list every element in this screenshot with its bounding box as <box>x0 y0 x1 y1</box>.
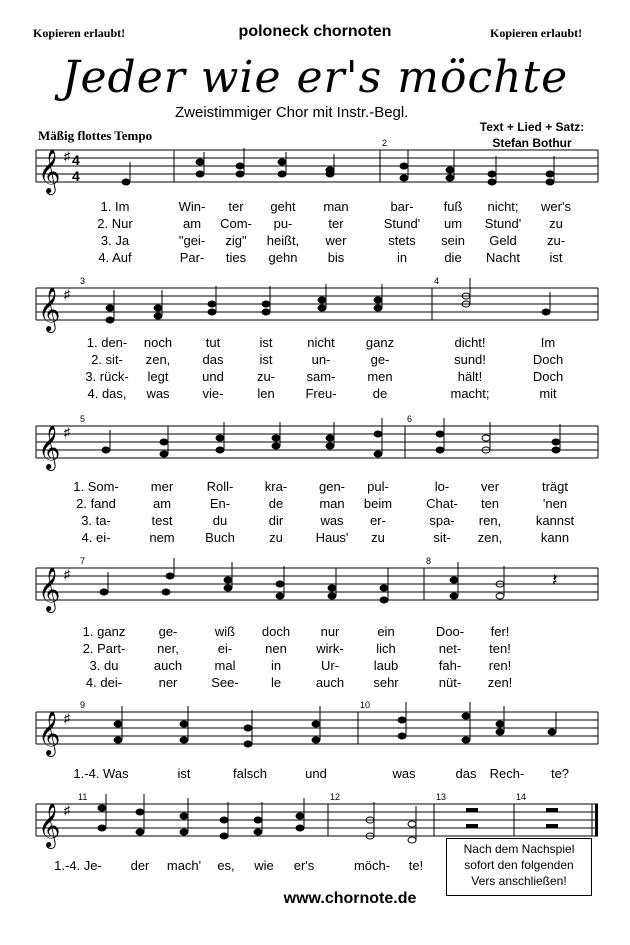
lyric-syllable: 2. Nur <box>97 216 133 231</box>
bar-number: 4 <box>434 276 440 286</box>
bar-number: 3 <box>80 276 86 286</box>
lyric-syllable: das <box>455 766 477 781</box>
time-signature-top: 4 <box>72 152 80 168</box>
lyric-syllable: ist <box>549 250 563 265</box>
lyric-syllable: macht; <box>450 386 490 401</box>
lyric-syllable: 3. rück- <box>85 369 129 384</box>
lyric-syllable: nüt- <box>438 675 462 690</box>
lyric-syllable: 1. ganz <box>82 624 126 639</box>
notes-system-2 <box>106 278 550 323</box>
lyric-syllable: Haus' <box>315 530 349 545</box>
lyric-syllable: Im <box>540 335 556 350</box>
lyric-syllable: nen <box>265 641 287 656</box>
lyric-syllable: de <box>268 496 284 511</box>
lyric-syllable: beim <box>363 496 393 511</box>
lyric-syllable: bar- <box>390 199 414 214</box>
lyric-syllable: zen! <box>487 675 513 690</box>
lyric-syllable: wer's <box>541 199 571 214</box>
lyrics-verse-2 <box>0 496 630 513</box>
lyrics-verse-4 <box>0 386 630 403</box>
lyric-syllable: gehn <box>268 250 298 265</box>
lyric-syllable: Ur- <box>320 658 340 673</box>
lyric-syllable: spa- <box>429 513 455 528</box>
lyric-syllable: was <box>146 386 170 401</box>
lyric-syllable: ganz <box>365 335 395 350</box>
lyric-syllable: un- <box>311 352 331 367</box>
nachspiel-note-line-1: Nach dem Nachspiel <box>463 842 575 856</box>
lyric-syllable: ei- <box>217 641 233 656</box>
treble-clef-icon: 𝄞 <box>38 287 61 331</box>
lyric-syllable: sit- <box>433 530 451 545</box>
lyric-syllable: Stund' <box>383 216 421 231</box>
whole-rest-icon <box>546 824 558 828</box>
treble-clef-icon: 𝄞 <box>38 567 61 611</box>
staff-2 <box>0 278 630 338</box>
staff-5 <box>0 702 630 762</box>
lyric-syllable: mer <box>150 479 174 494</box>
tempo-marking: Mäßig flottes Tempo <box>38 128 153 143</box>
lyric-syllable: Roll- <box>206 479 234 494</box>
lyric-syllable: mach' <box>166 858 202 873</box>
footer-website: www.chornote.de <box>283 890 417 907</box>
lyric-syllable: dir <box>268 513 284 528</box>
nachspiel-note-line-3: Vers anschließen! <box>471 874 567 888</box>
lyric-syllable: auch <box>153 658 183 673</box>
lyric-syllable: zu <box>371 530 385 545</box>
lyric-syllable: heißt, <box>266 233 300 248</box>
lyric-syllable: möch- <box>353 858 391 873</box>
lyric-syllable: gen- <box>318 479 346 494</box>
bar-number: 10 <box>360 700 371 710</box>
lyric-syllable: noch <box>143 335 173 350</box>
lyric-syllable: er's <box>293 858 315 873</box>
staff-1 <box>0 140 630 200</box>
lyric-syllable: nicht <box>307 335 335 350</box>
staff-system-4 <box>0 558 630 688</box>
lyric-syllable: 1.-4. Was <box>73 766 129 781</box>
lyrics-verse-all <box>0 766 630 783</box>
bar-number: 6 <box>407 414 413 424</box>
lyric-syllable: das <box>202 352 224 367</box>
lyrics-verse-2 <box>0 641 630 658</box>
lyric-syllable: fuß <box>443 199 463 214</box>
time-signature-bottom: 4 <box>72 168 80 184</box>
lyric-syllable: de <box>372 386 388 401</box>
lyric-syllable: Win- <box>178 199 206 214</box>
lyric-syllable: die <box>444 250 462 265</box>
notes-system-5 <box>114 702 556 747</box>
lyrics-verse-1 <box>0 335 630 352</box>
lyric-syllable: 4. Auf <box>98 250 132 265</box>
lyric-syllable: 'nen <box>542 496 568 511</box>
lyric-syllable: Freu- <box>305 386 337 401</box>
quarter-rest-icon: 𝄽 <box>552 570 558 590</box>
lyric-syllable: 2. sit- <box>91 352 123 367</box>
lyric-syllable: fer! <box>490 624 510 639</box>
lyric-syllable: zu <box>269 530 283 545</box>
lyric-syllable: ten! <box>489 641 511 656</box>
lyric-syllable: laub <box>373 658 399 673</box>
bar-number: 7 <box>80 556 86 566</box>
lyric-syllable: nur <box>320 624 340 639</box>
lyrics-verse-3 <box>0 513 630 530</box>
bar-number: 14 <box>516 792 527 802</box>
key-sharp-icon: ♯ <box>64 149 70 163</box>
lyric-syllable: Doch <box>532 352 564 367</box>
lyric-syllable: ist <box>259 352 273 367</box>
lyric-syllable: 2. Part- <box>82 641 126 656</box>
lyric-syllable: te! <box>408 858 424 873</box>
lyric-syllable: net- <box>438 641 462 656</box>
treble-clef-icon: 𝄞 <box>38 803 61 847</box>
lyric-syllable: legt <box>147 369 169 384</box>
lyric-syllable: See- <box>211 675 239 690</box>
lyric-syllable: trägt <box>541 479 569 494</box>
lyric-syllable: was <box>320 513 344 528</box>
lyric-syllable: 2. fand <box>76 496 116 511</box>
lyric-syllable: ten <box>480 496 500 511</box>
lyric-syllable: ter <box>228 199 244 214</box>
lyric-syllable: kann <box>540 530 570 545</box>
lyric-syllable: lich <box>376 641 396 656</box>
lyric-syllable: Rech- <box>489 766 525 781</box>
lyric-syllable: fah- <box>438 658 462 673</box>
lyric-syllable: 1.-4. Je- <box>54 858 102 873</box>
treble-clef-icon: 𝄞 <box>38 425 61 469</box>
lyric-syllable: stets <box>388 233 416 248</box>
lyric-syllable: der <box>130 858 150 873</box>
lyric-syllable: was <box>392 766 416 781</box>
lyric-syllable: geht <box>270 199 296 214</box>
lyric-syllable: nicht; <box>487 199 519 214</box>
lyric-syllable: pul- <box>367 479 389 494</box>
lyrics-verse-1 <box>0 199 630 216</box>
lyrics-verse-3 <box>0 233 630 250</box>
lyric-syllable: nem <box>149 530 175 545</box>
bar-number: 13 <box>436 792 447 802</box>
lyrics-verse-4 <box>0 675 630 692</box>
key-sharp-icon: ♯ <box>64 567 70 581</box>
lyric-syllable: Par- <box>179 250 205 265</box>
lyric-syllable: "gei- <box>178 233 206 248</box>
lyric-syllable: sam- <box>306 369 336 384</box>
lyric-syllable: zu <box>549 216 563 231</box>
lyric-syllable: Doch <box>532 369 564 384</box>
lyric-syllable: sund! <box>454 352 486 367</box>
lyrics-verse-2 <box>0 216 630 233</box>
credits-line-2: Stefan Bothur <box>492 136 572 150</box>
lyric-syllable: dicht! <box>454 335 486 350</box>
staff-4 <box>0 558 630 618</box>
lyrics-verse-4 <box>0 530 630 547</box>
lyric-syllable: 4. dei- <box>85 675 123 690</box>
key-sharp-icon: ♯ <box>64 425 70 439</box>
song-title: Jeder wie er's möchte <box>61 52 569 103</box>
lyric-syllable: ist <box>259 335 273 350</box>
lyric-syllable: am <box>152 496 172 511</box>
copy-allowed-right: Kopieren erlaubt! <box>490 26 583 40</box>
nachspiel-note-line-2: sofort den folgenden <box>464 858 574 872</box>
lyric-syllable: Nacht <box>486 250 520 265</box>
lyric-syllable: 1. Im <box>100 199 130 214</box>
lyric-syllable: pu- <box>273 216 293 231</box>
lyric-syllable: zen, <box>477 530 503 545</box>
lyric-syllable: wirk- <box>316 641 344 656</box>
lyric-syllable: En- <box>209 496 231 511</box>
staff-system-5 <box>0 702 630 782</box>
bar-number: 9 <box>80 700 86 710</box>
bar-number: 2 <box>382 138 388 148</box>
lyric-syllable: ner <box>158 675 178 690</box>
lyric-syllable: Doo- <box>435 624 465 639</box>
staff-system-1 <box>0 140 630 270</box>
lyric-syllable: Geld <box>489 233 517 248</box>
lyrics-verse-1 <box>0 624 630 641</box>
lyric-syllable: sein <box>441 233 465 248</box>
lyric-syllable: ties <box>225 250 247 265</box>
lyric-syllable: te? <box>550 766 570 781</box>
lyric-syllable: sehr <box>373 675 399 690</box>
treble-clef-icon: 𝄞 <box>38 149 61 193</box>
final-barline <box>595 804 598 836</box>
lyric-syllable: kannst <box>535 513 575 528</box>
lyric-syllable: 3. du <box>89 658 119 673</box>
lyric-syllable: hält! <box>457 369 483 384</box>
lyric-syllable: man <box>319 496 345 511</box>
lyrics-verse-2 <box>0 352 630 369</box>
lyric-syllable: bis <box>327 250 345 265</box>
lyric-syllable: 1. den- <box>86 335 128 350</box>
lyric-syllable: in <box>270 658 282 673</box>
lyric-syllable: zen, <box>145 352 171 367</box>
lyric-syllable: le <box>270 675 282 690</box>
lyric-syllable: du <box>212 513 228 528</box>
lyric-syllable: zu- <box>546 233 566 248</box>
bar-number: 12 <box>330 792 341 802</box>
lyric-syllable: Chat- <box>426 496 458 511</box>
lyric-syllable: ter <box>328 216 344 231</box>
lyric-syllable: wie <box>254 858 274 873</box>
lyric-syllable: mit <box>539 386 557 401</box>
staff-system-2 <box>0 278 630 408</box>
publisher-name: poloneck chornoten <box>238 23 392 40</box>
whole-rest-icon <box>466 808 478 812</box>
key-sharp-icon: ♯ <box>64 287 70 301</box>
lyric-syllable: 4. ei- <box>81 530 111 545</box>
lyric-syllable: ren! <box>488 658 512 673</box>
lyric-syllable: men <box>367 369 393 384</box>
staff-system-3 <box>0 416 630 546</box>
lyric-syllable: test <box>151 513 173 528</box>
bar-number: 8 <box>426 556 432 566</box>
notes-system-4 <box>100 558 504 603</box>
lyrics-verse-4 <box>0 250 630 267</box>
lyric-syllable: 4. das, <box>87 386 127 401</box>
key-sharp-icon: ♯ <box>64 803 70 817</box>
lyric-syllable: Stund' <box>484 216 522 231</box>
credits-line-1: Text + Lied + Satz: <box>479 120 585 134</box>
lyric-syllable: 3. Ja <box>100 233 130 248</box>
lyric-syllable: vie- <box>202 386 224 401</box>
lyric-syllable: es, <box>217 858 235 873</box>
lyric-syllable: ein <box>377 624 395 639</box>
bar-number: 11 <box>78 792 88 802</box>
nachspiel-note-box <box>446 838 592 896</box>
lyric-syllable: ist <box>177 766 191 781</box>
bar-number: 5 <box>80 414 86 424</box>
lyric-syllable: in <box>396 250 408 265</box>
staff-3 <box>0 416 630 476</box>
lyric-syllable: ver <box>480 479 500 494</box>
lyric-syllable: lo- <box>434 479 450 494</box>
lyric-syllable: und <box>202 369 224 384</box>
key-sharp-icon: ♯ <box>64 711 70 725</box>
lyric-syllable: Buch <box>205 530 235 545</box>
lyric-syllable: len <box>257 386 275 401</box>
lyrics-verse-1 <box>0 479 630 496</box>
lyric-syllable: 3. ta- <box>81 513 111 528</box>
lyric-syllable: tut <box>205 335 221 350</box>
lyric-syllable: zu- <box>256 369 276 384</box>
lyric-syllable: ren, <box>478 513 502 528</box>
lyric-syllable: zig" <box>225 233 247 248</box>
treble-clef-icon: 𝄞 <box>38 711 61 755</box>
copy-allowed-left: Kopieren erlaubt! <box>33 26 126 40</box>
whole-rest-icon <box>546 808 558 812</box>
lyrics-verse-3 <box>0 369 630 386</box>
lyric-syllable: wer <box>325 233 347 248</box>
lyric-syllable: kra- <box>264 479 288 494</box>
lyric-syllable: am <box>182 216 202 231</box>
notes-system-3 <box>102 418 560 457</box>
lyric-syllable: auch <box>315 675 345 690</box>
lyric-syllable: mal <box>214 658 236 673</box>
lyric-syllable: Com- <box>220 216 252 231</box>
song-subtitle: Zweistimmiger Chor mit Instr.-Begl. <box>175 104 409 121</box>
lyric-syllable: ge- <box>158 624 178 639</box>
lyrics-verse-3 <box>0 658 630 675</box>
lyric-syllable: ge- <box>370 352 390 367</box>
lyric-syllable: und <box>305 766 327 781</box>
lyric-syllable: man <box>323 199 349 214</box>
whole-rest-icon <box>466 824 478 828</box>
lyric-syllable: doch <box>261 624 291 639</box>
lyric-syllable: ner, <box>157 641 179 656</box>
lyric-syllable: falsch <box>233 766 267 781</box>
lyric-syllable: 1. Som- <box>73 479 119 494</box>
lyric-syllable: wiß <box>214 624 236 639</box>
lyric-syllable: er- <box>370 513 386 528</box>
lyric-syllable: um <box>443 216 463 231</box>
